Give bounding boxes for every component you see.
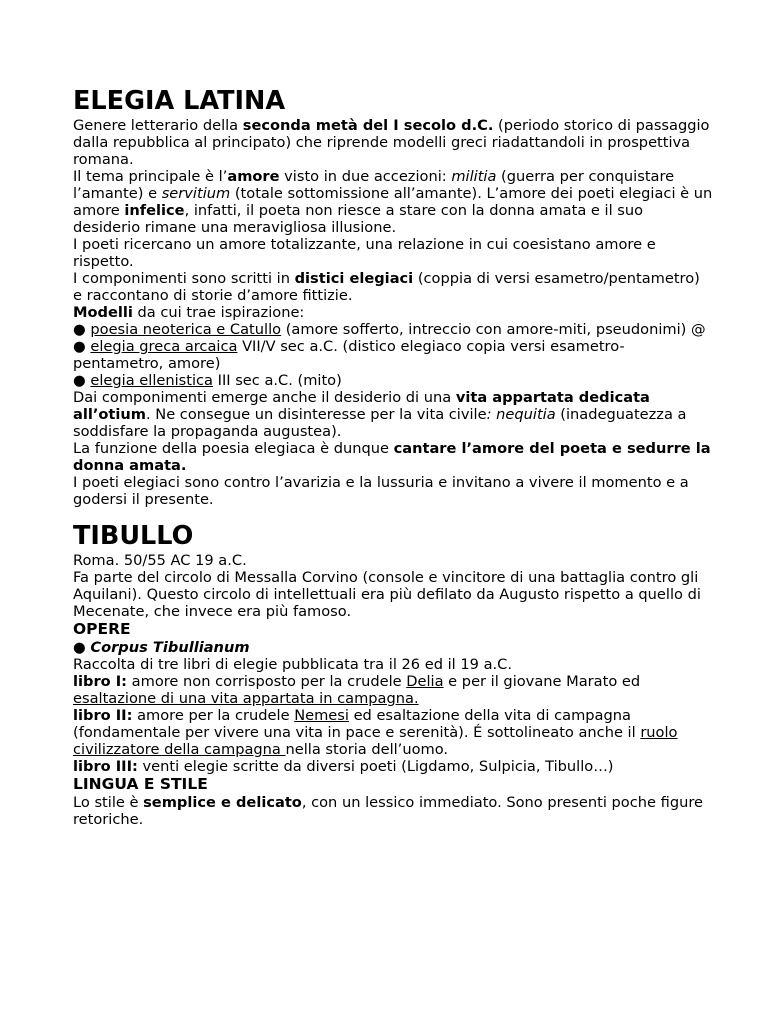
text: , con un lessico immediato. Sono presenti poche figure retoriche.: [73, 794, 703, 828]
text: amore per la crudele: [132, 707, 295, 724]
bullet-item: [73, 321, 713, 338]
underlined-text: elegia ellenistica: [90, 372, 214, 389]
paragraph-genre: [73, 117, 713, 168]
bullet-item: [73, 338, 713, 372]
text: (coppia di versi esametro/pentametro) e raccontano di storie d’amore fittizie.: [73, 270, 700, 304]
text: . Ne consegue un disinteresse per la vita civile: [146, 406, 487, 423]
text: nella storia dell’uomo.: [285, 741, 449, 758]
text: VII/V sec a.C. (distico elegiaco copia versi esametro-pentametro, amore): [73, 338, 625, 372]
bold-text: amore: [227, 168, 280, 185]
bullet-icon: ●: [73, 639, 91, 656]
paragraph-otium: [73, 389, 713, 440]
paragraph-avarizia: I poeti elegiaci sono contro l’avarizia e la lussuria e invitano a vivere il momento e a godersi il presente.: [73, 474, 689, 508]
heading-lingua-e-stile: LINGUA E STILE: [73, 775, 208, 793]
bold-text: vita appartata dedicata all’otium: [73, 389, 650, 423]
bullet-item: [73, 372, 713, 389]
paragraph-raccolta: Raccolta di tre libri di elegie pubblicata tra il 26 ed il 19 a.C.: [73, 656, 512, 673]
text: amore non corrisposto per la crudele: [127, 673, 407, 690]
bold-text: libro II:: [73, 707, 133, 724]
paragraph-dates: Roma. 50/55 AC 19 a.C.: [73, 552, 247, 569]
bold-text: seconda metà del I secolo d.C.: [242, 117, 494, 134]
bold-italic-text: Corpus Tibullianum: [90, 639, 250, 656]
text: (amore sofferto, intreccio con amore-miti, pseudonimi) @: [281, 321, 706, 338]
paragraph-love: I poeti ricercano un amore totalizzante, una relazione in cui coesistano amore e rispetto.: [73, 236, 656, 270]
paragraph-distici: [73, 270, 713, 304]
paragraph-libro-3: [73, 758, 713, 775]
text: e per il giovane Marato ed: [443, 673, 641, 690]
text: Il tema principale è l’: [73, 168, 228, 185]
text: , infatti, il poeta non riesce a stare con la donna amata e il suo desiderio rimane una meravigliosa illusione.: [73, 202, 644, 236]
underlined-text: esaltazione di una vita appartata in campagna.: [73, 690, 419, 707]
text: ed esaltazione della vita di campagna (fondamentale per vivere una vita in pace e serenità). É sottolineato anche il: [73, 707, 641, 741]
text: visto in due accezioni:: [279, 168, 452, 185]
text: Genere letterario della: [73, 117, 243, 134]
bold-text: cantare l’amore del poeta e sedurre la donna amata.: [73, 440, 711, 474]
paragraph-theme: [73, 168, 713, 236]
underlined-text: ruolo civilizzatore della campagna: [73, 724, 678, 758]
underlined-text: elegia greca arcaica: [90, 338, 238, 355]
bullet-icon: ●: [73, 372, 91, 389]
paragraph-circolo: Fa parte del circolo di Messalla Corvino (console e vincitore di una battaglia contro gli Aquilani). Questo circolo di intellettuali era più defilato da Augusto rispetto a quello di Mecenate, che invece era più famoso.: [73, 569, 701, 620]
italic-text: militia: [451, 168, 497, 185]
text: (guerra per conquistare l’amante) e: [73, 168, 675, 202]
bold-text: infelice: [124, 202, 185, 219]
text: venti elegie scritte da diversi poeti (Ligdamo, Sulpicia, Tibullo…): [137, 758, 614, 775]
bold-text: semplice e delicato: [143, 794, 302, 811]
text: I componimenti sono scritti in: [73, 270, 295, 287]
paragraph-funzione: [73, 440, 713, 474]
text: da cui trae ispirazione:: [132, 304, 305, 321]
underlined-text: Nemesi: [294, 707, 349, 724]
paragraph-libro-2: [73, 707, 713, 758]
section-title-elegia-latina: ELEGIA LATINA: [73, 86, 286, 116]
bold-text: libro I:: [73, 673, 128, 690]
paragraph-libro-1: [73, 673, 713, 707]
underlined-text: Delia: [406, 673, 444, 690]
bullet-item-corpus: [73, 639, 713, 656]
paragraph-modelli: [73, 304, 713, 321]
bold-text: libro III:: [73, 758, 138, 775]
italic-text: servitium: [161, 185, 231, 202]
text: (inadeguatezza a soddisfare la propaganda augustea).: [73, 406, 687, 440]
text: (totale sottomissione all’amante). L’amore dei poeti elegiaci è un amore: [73, 185, 713, 219]
document-page: [73, 86, 713, 828]
text: Lo stile è: [73, 794, 144, 811]
text: (periodo storico di passaggio dalla repubblica al principato) che riprende modelli greci riadattandoli in prospettiva romana.: [73, 117, 710, 168]
bold-text: distici elegiaci: [294, 270, 414, 287]
italic-text: : nequitia: [486, 406, 556, 423]
underlined-text: poesia neoterica e Catullo: [90, 321, 282, 338]
heading-opere: OPERE: [73, 620, 131, 638]
bullet-icon: ●: [73, 338, 91, 355]
text: III sec a.C. (mito): [213, 372, 342, 389]
text: La funzione della poesia elegiaca è dunque: [73, 440, 394, 457]
paragraph-stile: [73, 794, 713, 828]
text: Dai componimenti emerge anche il desiderio di una: [73, 389, 456, 406]
bullet-icon: ●: [73, 321, 91, 338]
bold-text: Modelli: [73, 304, 133, 321]
section-title-tibullo: TIBULLO: [73, 521, 194, 551]
